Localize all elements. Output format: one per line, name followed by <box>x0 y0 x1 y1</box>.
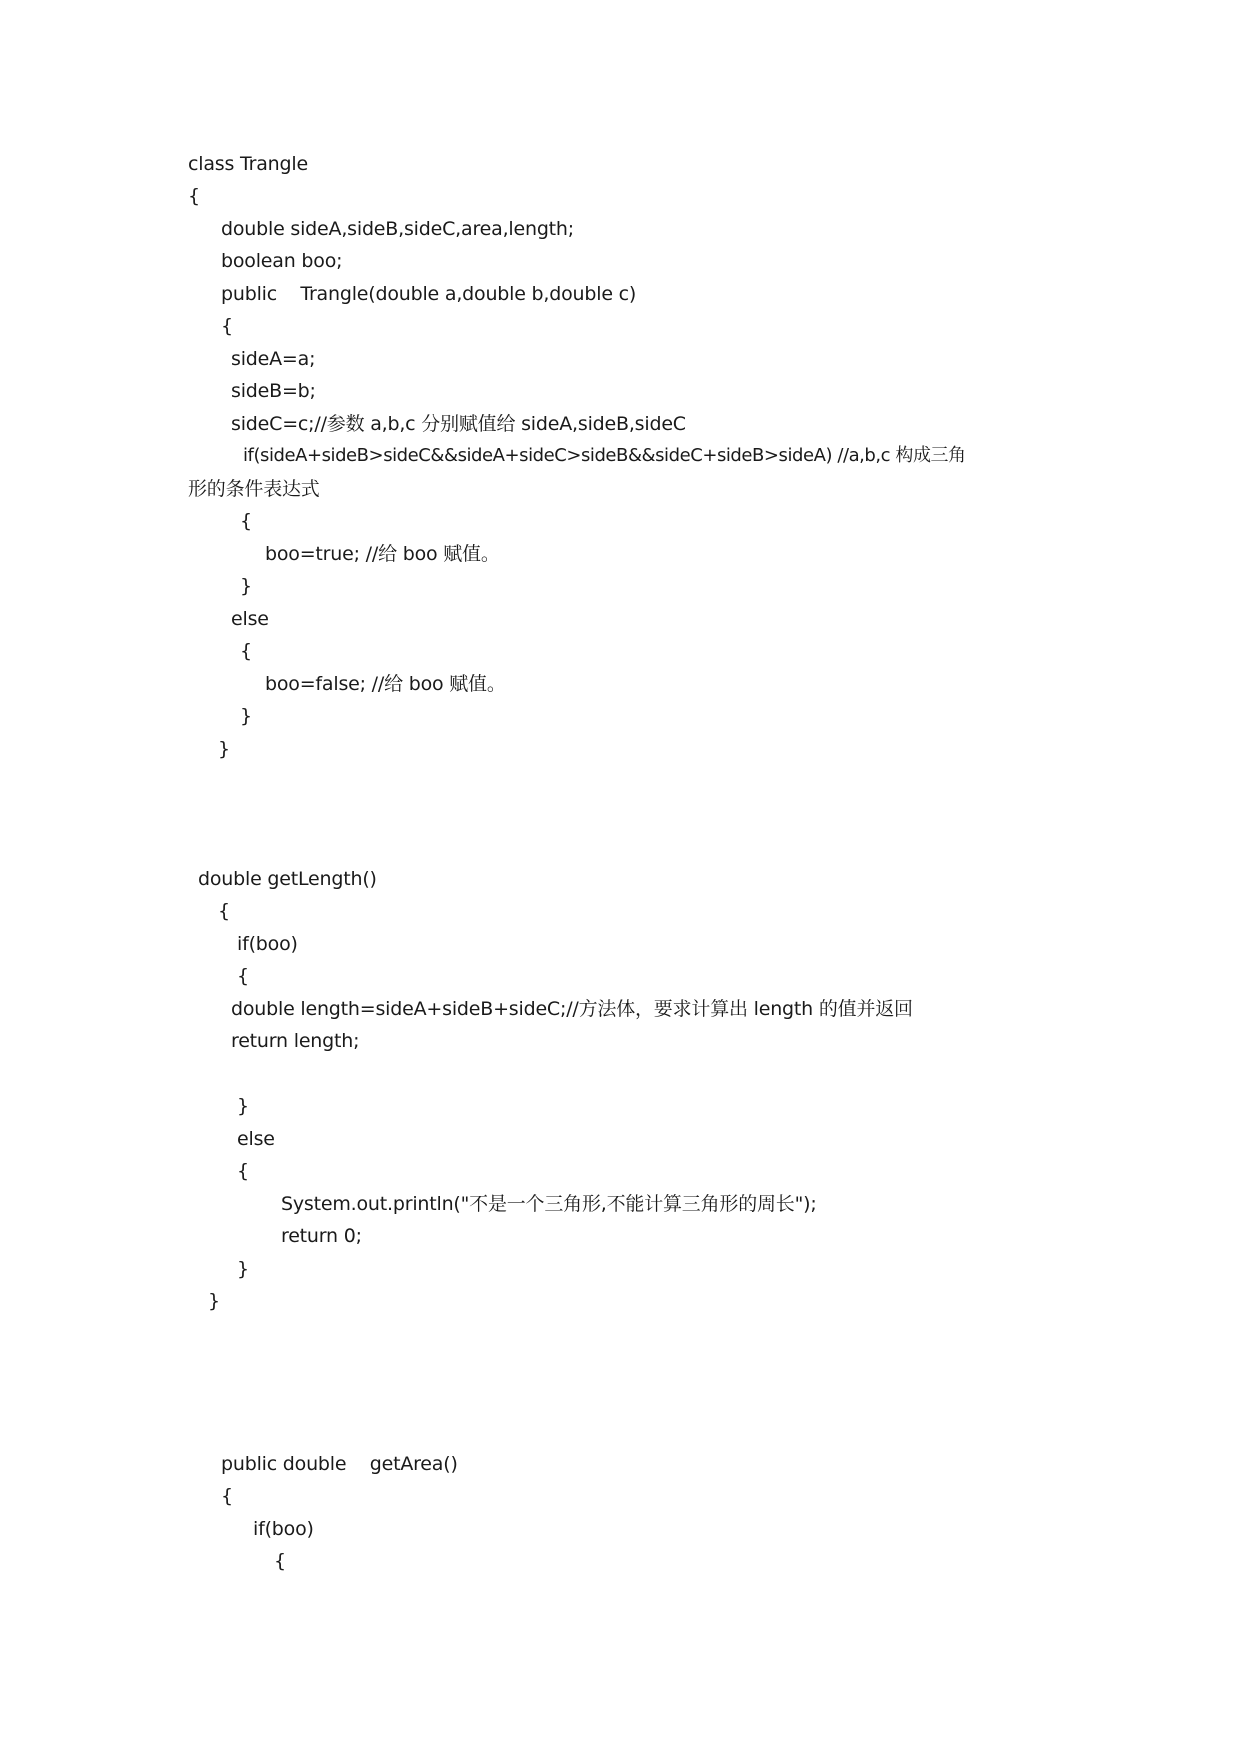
code-line: double getLength() <box>198 868 377 890</box>
code-line: } <box>240 575 252 597</box>
code-line: { <box>237 1160 249 1182</box>
code-line: return length; <box>231 1030 360 1052</box>
code-line: } <box>240 705 252 727</box>
code-line: } <box>237 1095 249 1117</box>
code-line: { <box>240 510 252 532</box>
code-line: boo=false; //给 boo 赋值。 <box>265 673 506 695</box>
code-line: { <box>274 1550 286 1572</box>
code-line: return 0; <box>281 1225 362 1247</box>
code-line: else <box>231 608 269 630</box>
code-line: { <box>188 185 200 207</box>
code-line: sideC=c;//参数 a,b,c 分别赋值给 sideA,sideB,sideC <box>231 413 686 435</box>
code-line: System.out.println("不是一个三角形,不能计算三角形的周长"); <box>281 1193 817 1215</box>
code-line: if(boo) <box>237 933 298 955</box>
code-line: boolean boo; <box>221 250 343 272</box>
code-line: if(boo) <box>253 1518 314 1540</box>
code-line: public double getArea() <box>221 1453 458 1475</box>
code-line: 形的条件表达式 <box>188 478 320 500</box>
code-line: { <box>237 965 249 987</box>
code-line: class Trangle <box>188 153 308 175</box>
code-line: { <box>221 1485 233 1507</box>
code-line: { <box>221 315 233 337</box>
code-line: boo=true; //给 boo 赋值。 <box>265 543 500 565</box>
code-line: double length=sideA+sideB+sideC;//方法体，要求计算出 length 的值并返回 <box>231 998 913 1020</box>
code-line: double sideA,sideB,sideC,area,length; <box>221 218 574 240</box>
code-line: } <box>237 1258 249 1280</box>
code-line: sideB=b; <box>231 380 316 402</box>
code-line: sideA=a; <box>231 348 316 370</box>
code-line: { <box>240 640 252 662</box>
code-line: public Trangle(double a,double b,double c) <box>221 283 637 305</box>
code-line: { <box>218 900 230 922</box>
code-line: if(sideA+sideB>sideC&&sideA+sideC>sideB&&sideC+sideB>sideA) //a,b,c 构成三角 <box>243 445 966 466</box>
code-line: else <box>237 1128 275 1150</box>
code-line: } <box>208 1290 220 1312</box>
code-line: } <box>218 738 230 760</box>
